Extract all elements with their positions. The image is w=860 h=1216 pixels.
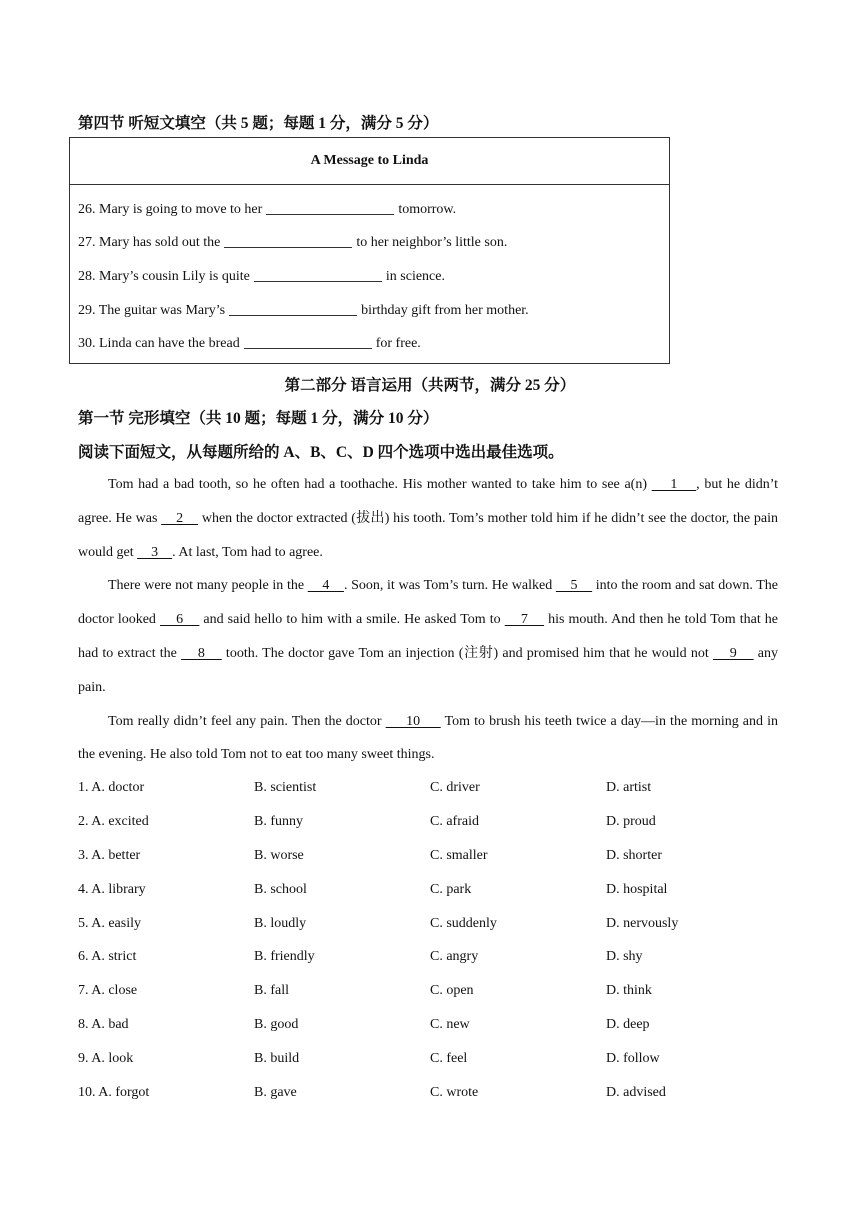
gap-3[interactable]: 3 (137, 544, 173, 560)
box-title-row (70, 138, 669, 185)
option-8-a[interactable]: 8. A. bad (78, 1017, 129, 1032)
question-30 (78, 334, 421, 352)
option-4-b[interactable]: B. school (254, 882, 307, 897)
passage-text: . At last, Tom had to agree. (172, 544, 323, 560)
option-4-d[interactable]: D. hospital (606, 882, 668, 897)
passage-paragraph-2 (78, 569, 778, 704)
option-10-c[interactable]: C. wrote (430, 1085, 479, 1100)
option-1-a[interactable]: 1. A. doctor (78, 780, 145, 795)
passage-text: any pain. (78, 645, 779, 695)
question-26-text: 26. Mary is going to move to her (78, 202, 263, 217)
message-box (69, 137, 670, 364)
passage-text: There were not many people in the (108, 578, 308, 594)
question-28-text: 28. Mary’s cousin Lily is quite (78, 269, 250, 284)
cloze-section-heading: 第一节 完形填空（共 10 题；每题 1 分，满分 10 分） (78, 410, 439, 427)
passage-paragraph-3 (78, 705, 778, 773)
answer-blank-29[interactable] (229, 301, 357, 316)
option-4-c[interactable]: C. park (430, 882, 472, 897)
listening-section-heading: 第四节 听短文填空（共 5 题；每题 1 分，满分 5 分） (78, 115, 439, 132)
option-6-a[interactable]: 6. A. strict (78, 949, 137, 964)
option-4-a[interactable]: 4. A. library (78, 882, 146, 897)
question-27 (78, 233, 507, 251)
passage-text: his mouth. And then he told Tom that he had to extract the (78, 612, 779, 661)
option-2-c[interactable]: C. afraid (430, 814, 479, 829)
option-7-b[interactable]: B. fall (254, 983, 289, 998)
option-10-d[interactable]: D. advised (606, 1085, 666, 1100)
option-10-a[interactable]: 10. A. forgot (78, 1085, 150, 1100)
question-29-text: 29. The guitar was Mary’s (78, 303, 226, 318)
question-28-after: in science. (385, 269, 445, 284)
option-2-d[interactable]: D. proud (606, 814, 656, 829)
gap-1[interactable]: 1 (651, 477, 697, 492)
gap-5[interactable]: 5 (555, 578, 593, 594)
option-5-b[interactable]: B. loudly (254, 916, 307, 931)
question-30-after: for free. (375, 336, 421, 351)
option-2-a[interactable]: 2. A. excited (78, 814, 149, 829)
option-1-c[interactable]: C. driver (430, 780, 480, 795)
option-9-c[interactable]: C. feel (430, 1051, 468, 1066)
passage-text: when the doctor extracted (拔出) his tooth. Tom’s mother told him if he didn’t see the doctor, the pain would get (78, 510, 778, 560)
option-2-b[interactable]: B. funny (254, 814, 303, 829)
option-6-c[interactable]: C. angry (430, 949, 479, 964)
option-3-c[interactable]: C. smaller (430, 848, 488, 863)
option-5-a[interactable]: 5. A. easily (78, 916, 141, 931)
gap-4[interactable]: 4 (307, 578, 344, 594)
option-8-d[interactable]: D. deep (606, 1017, 650, 1032)
passage-paragraph-1 (78, 468, 778, 569)
option-6-d[interactable]: D. shy (606, 949, 643, 964)
question-30-text: 30. Linda can have the bread (78, 336, 240, 351)
option-8-c[interactable]: C. new (430, 1017, 470, 1032)
question-27-text: 27. Mary has sold out the (78, 235, 221, 250)
passage-text: into the room and sat down. The doctor looked (78, 578, 779, 628)
option-5-c[interactable]: C. suddenly (430, 916, 497, 931)
option-1-d[interactable]: D. artist (606, 780, 652, 795)
question-28 (78, 267, 445, 285)
passage-text: Tom to brush his teeth twice a day—in the morning and in the evening. He also told Tom not to eat too many sweet things. (78, 713, 779, 763)
option-7-a[interactable]: 7. A. close (78, 983, 138, 998)
gap-9[interactable]: 9 (712, 645, 754, 661)
cloze-passage (78, 468, 778, 772)
question-29-after: birthday gift from her mother. (361, 303, 529, 318)
gap-7[interactable]: 7 (504, 612, 545, 628)
cloze-instruction: 阅读下面短文，从每题所给的 A、B、C、D 四个选项中选出最佳选项。 (78, 444, 564, 461)
gap-10[interactable]: 10 (385, 713, 441, 729)
option-9-d[interactable]: D. follow (606, 1051, 660, 1066)
passage-text: . Soon, it was Tom’s turn. He walked (343, 578, 556, 594)
answer-blank-28[interactable] (254, 267, 382, 282)
option-7-c[interactable]: C. open (430, 983, 474, 998)
option-7-d[interactable]: D. think (606, 983, 652, 998)
option-6-b[interactable]: B. friendly (254, 949, 315, 964)
option-9-a[interactable]: 9. A. look (78, 1051, 134, 1066)
passage-text: Tom had a bad tooth, so he often had a toothache. His mother wanted to take him to see a(n) (108, 477, 652, 492)
gap-2[interactable]: 2 (161, 510, 199, 526)
passage-text: and said hello to him with a smile. He asked Tom to (199, 612, 505, 628)
question-27-after: to her neighbor’s little son. (356, 235, 508, 250)
option-3-a[interactable]: 3. A. better (78, 848, 141, 863)
answer-blank-30[interactable] (244, 334, 372, 349)
box-title: A Message to Linda (310, 153, 429, 168)
option-8-b[interactable]: B. good (254, 1017, 299, 1032)
option-9-b[interactable]: B. build (254, 1051, 300, 1066)
passage-text: Tom really didn’t feel any pain. Then the doctor (108, 713, 386, 729)
gap-8[interactable]: 8 (181, 645, 222, 661)
option-3-d[interactable]: D. shorter (606, 848, 662, 863)
answer-blank-27[interactable] (224, 233, 352, 248)
option-1-b[interactable]: B. scientist (254, 780, 317, 795)
question-26 (78, 200, 456, 218)
passage-text: tooth. The doctor gave Tom an injection (注射) and promised him that he would not (221, 645, 713, 661)
answer-blank-26[interactable] (266, 200, 394, 215)
passage-text: , but he didn’t agree. He was (78, 477, 779, 526)
option-3-b[interactable]: B. worse (254, 848, 304, 863)
gap-6[interactable]: 6 (159, 612, 200, 628)
question-26-after: tomorrow. (398, 202, 457, 217)
option-10-b[interactable]: B. gave (254, 1085, 297, 1100)
part-two-heading: 第二部分 语言运用（共两节，满分 25 分） (284, 377, 576, 394)
question-29 (78, 301, 529, 319)
option-5-d[interactable]: D. nervously (606, 916, 679, 931)
